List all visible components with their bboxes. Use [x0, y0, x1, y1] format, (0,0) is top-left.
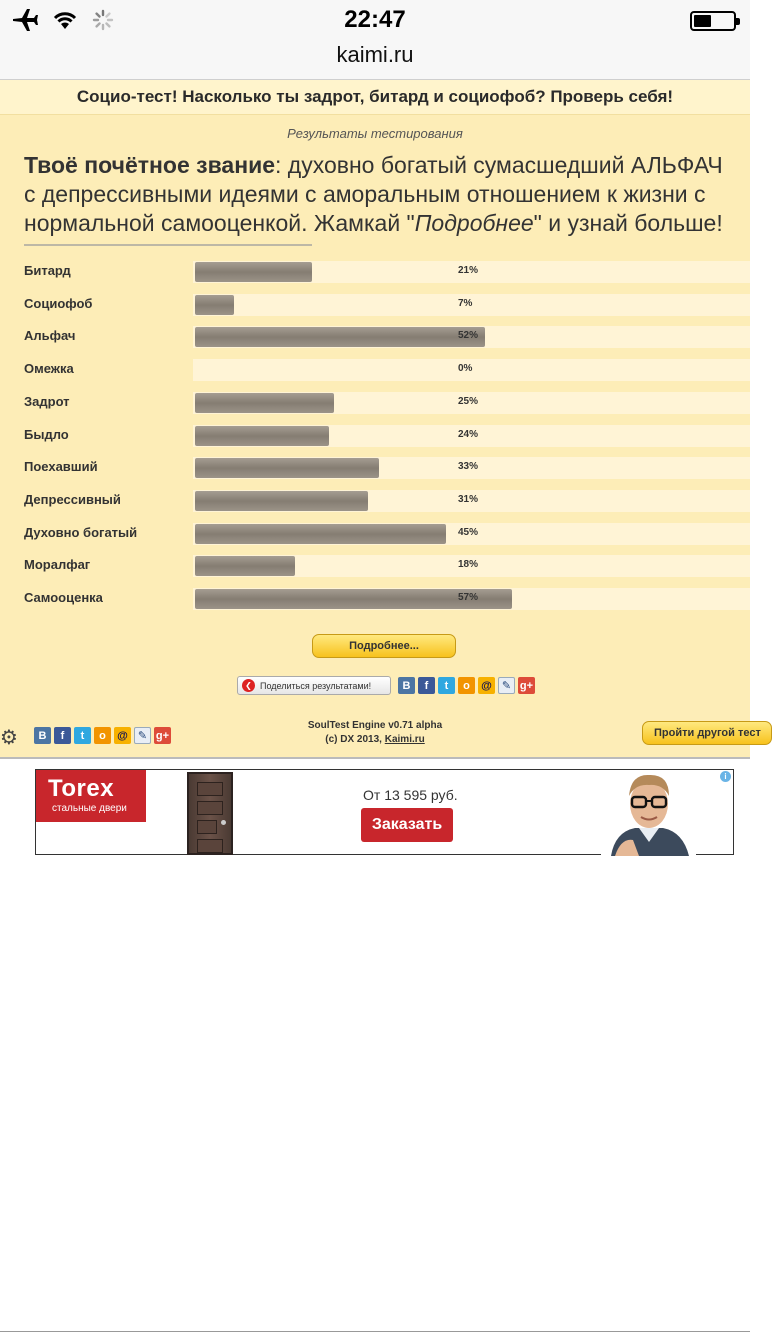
divider [24, 244, 312, 246]
footer-copyright [0, 733, 750, 747]
advertisement-banner[interactable] [35, 769, 734, 855]
yandex-share-icon: ❮ [242, 679, 255, 692]
stat-label: Битард [24, 263, 71, 278]
battery-level [694, 15, 711, 27]
odnoklassniki-icon[interactable]: о [94, 727, 111, 744]
vk-icon[interactable]: B [34, 727, 51, 744]
ad-brand-sub: стальные двери [52, 803, 127, 814]
stat-bar-fill [195, 458, 379, 478]
footer [0, 713, 761, 757]
share-results-label: Поделиться результатами! [260, 680, 372, 691]
stat-percent: 0% [458, 363, 473, 374]
share-row [237, 676, 535, 695]
stat-label: Социофоб [24, 296, 93, 311]
stat-row [0, 587, 750, 611]
stat-label: Омежка [24, 361, 74, 376]
stat-bar-fill [195, 524, 446, 544]
stat-percent: 52% [458, 330, 479, 341]
stat-percent: 57% [458, 592, 479, 603]
stat-row [0, 293, 750, 317]
stat-percent: 18% [458, 559, 479, 570]
stat-label: Задрот [24, 394, 70, 409]
twitter-icon[interactable]: t [74, 727, 91, 744]
stat-percent: 24% [458, 429, 479, 440]
test-results-page [0, 80, 761, 757]
livejournal-icon[interactable]: ✎ [134, 727, 151, 744]
google-plus-icon[interactable]: g+ [154, 727, 171, 744]
browser-top-bar [0, 0, 750, 80]
door-knob [221, 820, 226, 825]
stat-percent: 33% [458, 461, 479, 472]
livejournal-icon[interactable]: ✎ [498, 677, 515, 694]
odnoklassniki-icon[interactable]: о [458, 677, 475, 694]
stat-row [0, 391, 750, 415]
stat-label: Духовно богатый [24, 525, 138, 540]
stat-label: Альфач [24, 328, 76, 343]
footer-site-link[interactable]: Kaimi.ru [384, 734, 425, 745]
stat-bar-fill [195, 327, 485, 347]
ad-info-icon[interactable]: i [720, 771, 731, 782]
rank-more-word: Подробнее [414, 210, 534, 236]
stat-label: Моралфаг [24, 557, 91, 572]
footer-credits [0, 719, 750, 747]
status-time: 22:47 [344, 6, 406, 33]
stat-row [0, 424, 750, 448]
facebook-icon[interactable]: f [54, 727, 71, 744]
door-panel [197, 782, 223, 796]
rank-text: : духовно богатый сумасшедший АЛЬФАЧ с депрессивными идеями с аморальным отношением к жизни с нормальной самооценкой. Жамкай " [24, 152, 723, 236]
door-panel [197, 820, 217, 834]
facebook-icon[interactable]: f [418, 677, 435, 694]
door-panel [197, 839, 223, 853]
stat-bar-fill [195, 426, 329, 446]
page-bottom-border [0, 757, 750, 759]
stat-row [0, 260, 750, 284]
stat-bar-fill [195, 262, 312, 282]
ad-person-image [601, 770, 696, 856]
stat-percent: 45% [458, 527, 479, 538]
ad-brand: Torex [48, 775, 115, 802]
page-title[interactable]: Социо-тест! Насколько ты задрот, битард и социофоб? Проверь себя! [0, 80, 750, 115]
gear-icon[interactable]: ⚙ [0, 727, 18, 749]
door-image [187, 772, 233, 855]
door-panel [197, 801, 223, 815]
twitter-icon[interactable]: t [438, 677, 455, 694]
stat-row [0, 456, 750, 480]
address-bar[interactable]: kaimi.ru [336, 42, 414, 67]
stat-percent: 21% [458, 265, 479, 276]
stat-label: Самооценка [24, 590, 103, 605]
rank-description [24, 151, 726, 238]
rank-label: Твоё почётное звание [24, 152, 276, 178]
footer-copy-text: (c) DX 2013, [325, 734, 385, 745]
stat-row [0, 325, 750, 349]
stat-bar-fill [195, 556, 295, 576]
stat-percent: 7% [458, 298, 473, 309]
ad-price: От 13 595 руб. [363, 787, 458, 803]
stat-label: Быдло [24, 427, 69, 442]
share-results-button[interactable] [237, 676, 391, 695]
battery-icon [690, 11, 736, 31]
stat-bar-fill [195, 295, 234, 315]
stat-label: Депрессивный [24, 492, 121, 507]
other-test-button[interactable]: Пройти другой тест [642, 721, 772, 745]
stat-percent: 31% [458, 494, 479, 505]
footer-engine: SoulTest Engine v0.71 alpha [307, 720, 443, 731]
stat-label: Поехавший [24, 459, 98, 474]
rank-tail: " и узнай больше! [533, 210, 723, 236]
stat-bar-fill [195, 491, 368, 511]
google-plus-icon[interactable]: g+ [518, 677, 535, 694]
more-button[interactable]: Подробнее... [312, 634, 456, 658]
stat-row [0, 554, 750, 578]
stat-bar-fill [195, 393, 334, 413]
mailru-icon[interactable]: @ [114, 727, 131, 744]
ad-brand-logo[interactable] [36, 770, 146, 822]
stat-percent: 25% [458, 396, 479, 407]
ad-order-button[interactable]: Заказать [361, 808, 453, 842]
results-caption: Результаты тестирования [287, 126, 463, 141]
screen-bottom-border [0, 1331, 750, 1332]
stat-row [0, 358, 750, 382]
stat-row [0, 489, 750, 513]
stat-row [0, 522, 750, 546]
vk-icon[interactable]: B [398, 677, 415, 694]
mailru-icon[interactable]: @ [478, 677, 495, 694]
battery-tip [736, 18, 740, 25]
